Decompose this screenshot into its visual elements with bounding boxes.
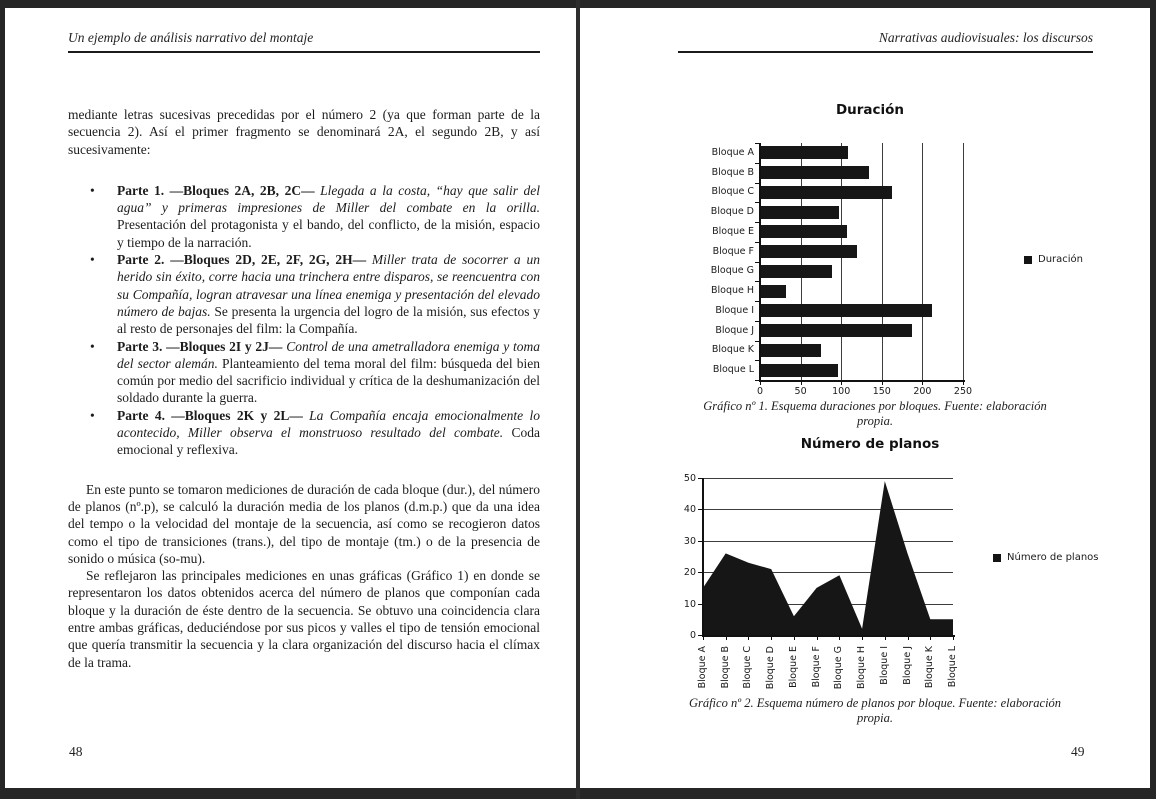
duration-bar (761, 364, 838, 377)
y-axis-tick-label: 20 (683, 567, 696, 579)
left-page-number: 48 (69, 744, 83, 759)
area-series (703, 478, 953, 635)
part-comment: Coda emocional y reflexiva. (117, 425, 540, 458)
y-axis-tick-label: 40 (683, 504, 696, 516)
chart1-caption: Gráfico nº 1. Esquema duraciones por bloques. Fuente: elaboración propia. (703, 399, 1047, 428)
right-page-number: 49 (1071, 744, 1085, 759)
duration-bar (761, 245, 857, 258)
x-axis-tick-label: Bloque B (719, 646, 731, 689)
part-synopsis: Miller trata de socorrer a un herido sin éxito, corre hacia una trinchera entre disparos, se reencuentra con su Compañía, logran atravesar una línea enemiga y presentación del elevado número de bajas. (117, 252, 540, 319)
duration-bar (761, 265, 832, 278)
category-label: Bloque A (711, 146, 754, 158)
duration-bar (761, 166, 869, 179)
duration-bar (761, 206, 839, 219)
gridline (922, 143, 923, 380)
x-axis-tick-label: 200 (913, 386, 932, 397)
left-running-head: Un ejemplo de análisis narrativo del montaje (68, 30, 540, 53)
legend-label: Duración (1038, 254, 1084, 265)
y-axis-tick-label: 50 (683, 473, 696, 484)
chart2-title: Número de planos (800, 436, 940, 452)
part-synopsis: Llegada a la costa, “hay que salir del agua” y primeras impresiones de Miller del combate en la orilla. (117, 182, 541, 216)
x-axis-tick-label: 100 (832, 386, 851, 397)
y-axis-line (759, 143, 761, 382)
x-axis-tick-label: Bloque H (856, 646, 868, 690)
category-label: Bloque K (711, 344, 754, 356)
x-axis-tick-label: Bloque D (765, 646, 777, 690)
category-label: Bloque F (712, 245, 754, 257)
category-label: Bloque I (715, 304, 754, 316)
category-label: Bloque H (710, 285, 754, 297)
x-axis-tick-label: Bloque G (833, 646, 845, 690)
x-axis-tick-label: Bloque C (742, 646, 754, 689)
y-axis-line (702, 478, 704, 637)
duration-bar (761, 304, 932, 317)
x-axis-tick-label: Bloque I (878, 646, 890, 685)
category-label: Bloque G (710, 265, 754, 277)
x-axis-tick-label: Bloque A (697, 646, 708, 689)
category-label: Bloque C (711, 186, 754, 198)
right-running-head: Narrativas audiovisuales: los discursos (678, 30, 1093, 53)
body-paragraph: En este punto se tomaron mediciones de duración de cada bloque (dur.), del número de planos (nº.p), se calculó la duración media de los planos (d.m.p.) que da una idea del tempo o la velocidad del montaje de la secuencia, así como se recogieron datos como el tipo de transiciones (trans.), del tipo de montaje (tm.) o de la presencia de sonido o música (so-mu). (68, 481, 540, 566)
category-label: Bloque D (710, 206, 754, 218)
duration-bar (761, 186, 892, 199)
category-label: Bloque B (711, 166, 754, 178)
x-axis-line (702, 635, 955, 637)
intro-paragraph: mediante letras sucesivas precedidas por el número 2 (ya que forman parte de la secuencia 2). Así el primer fragmento se denominará 2A, el segundo 2B, y así sucesivamente: (68, 107, 540, 157)
y-axis-tick-label: 0 (689, 630, 696, 641)
part-label: Parte 2. —Bloques 2D, 2E, 2F, 2G, 2H— (117, 252, 367, 268)
duration-bar (761, 146, 848, 159)
x-axis-line (759, 380, 965, 382)
x-axis-tick-label: Bloque J (901, 646, 913, 685)
category-label: Bloque J (715, 324, 754, 336)
part-comment: Se presenta la urgencia del logro de la misión, sus efectos y al resto de personajes del film: la Compañía. (117, 303, 541, 337)
x-axis-tick-label: Bloque E (787, 646, 799, 688)
part-synopsis: Control de una ametralladora enemiga y toma del sector alemán. (117, 338, 541, 371)
duration-bar (761, 344, 821, 357)
x-axis-tick-label: Bloque F (810, 646, 822, 688)
duration-bar (761, 225, 847, 238)
part-label: Parte 3. —Bloques 2I y 2J— (117, 338, 283, 354)
x-axis-tick-label: 250 (953, 386, 973, 397)
duration-bar (761, 324, 912, 337)
part-synopsis: La Compañía encaja emocionalmente lo acontecido, Miller observa el monstruoso resultado del combate. (117, 407, 541, 441)
part-comment: Planteamiento del tema moral del film: búsqueda del bien común por medio del sacrificio individual y crítica de la deshumanización del soldado durante la guerra. (117, 355, 540, 406)
category-label: Bloque E (712, 225, 754, 237)
duration-bar (761, 285, 786, 298)
part-comment: Presentación del protagonista y el bando, del conflicto, de la misión, espacio y tiempo de la narración. (117, 217, 540, 250)
x-axis-tick-label: 150 (872, 386, 891, 397)
y-axis-tick-label: 30 (683, 535, 696, 547)
category-label: Bloque L (712, 364, 754, 376)
x-axis-tick-label: 0 (756, 386, 764, 397)
x-axis-tick-label: Bloque K (924, 646, 936, 689)
x-axis-tick-label: 50 (794, 386, 807, 397)
body-paragraph: Se reflejaron las principales mediciones en unas gráficas (Gráfico 1) en donde se representaron los datos obtenidos acerca del número de planos que componían cada bloque y la duración de éste dentro de la secuencia. Se obtuvo una coincidencia clara entre ambas gráficas, deduciéndose por sus picos y valles el tipo de tensión emocional que quería transmitir la secuencia y la clara organización del discurso hacia el clímax de la trama. (68, 568, 540, 670)
part-label: Parte 1. —Bloques 2A, 2B, 2C— (117, 182, 315, 198)
y-axis-tick-label: 10 (683, 598, 696, 610)
gridline (882, 143, 883, 380)
x-axis-tick-label: Bloque L (947, 646, 958, 688)
gridline (963, 143, 964, 380)
chart2-caption: Gráfico nº 2. Esquema número de planos por bloque. Fuente: elaboración propia. (688, 696, 1062, 725)
legend-label: Número de planos (1007, 552, 1099, 563)
chart1-title: Duración (835, 102, 905, 118)
part-label: Parte 4. —Bloques 2K y 2L— (117, 407, 303, 423)
